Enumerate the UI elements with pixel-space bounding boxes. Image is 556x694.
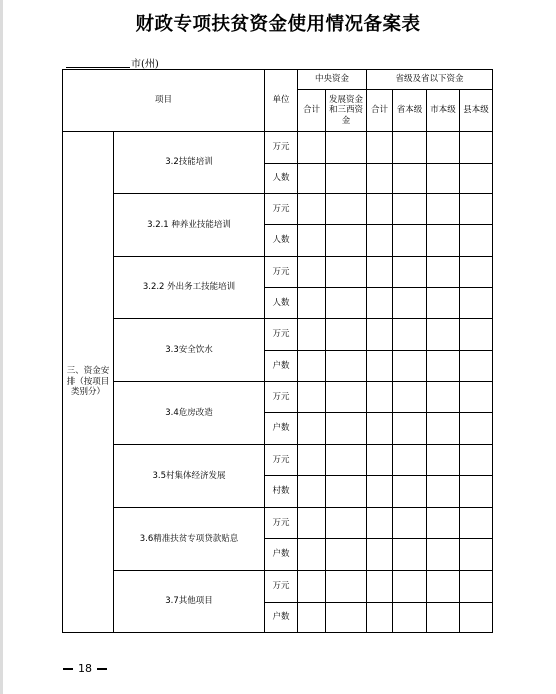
blank-cell bbox=[393, 225, 427, 257]
blank-cell bbox=[298, 571, 326, 603]
blank-cell bbox=[298, 257, 326, 288]
blank-cell bbox=[460, 164, 493, 194]
blank-cell bbox=[367, 539, 393, 571]
header-development-funds: 发展资金和三西资金 bbox=[326, 90, 367, 132]
blank-cell bbox=[460, 225, 493, 257]
header-provincial-funds: 省级及省以下资金 bbox=[367, 70, 493, 90]
blank-cell bbox=[298, 508, 326, 539]
row-unit: 村数 bbox=[265, 476, 298, 508]
blank-cell bbox=[367, 382, 393, 413]
blank-cell bbox=[393, 257, 427, 288]
blank-cell bbox=[460, 132, 493, 164]
row-unit: 万元 bbox=[265, 445, 298, 476]
blank-cell bbox=[460, 319, 493, 351]
blank-cell bbox=[460, 413, 493, 445]
header-city-level: 市本级 bbox=[427, 90, 460, 132]
city-fill-in-line bbox=[66, 58, 130, 68]
header-provincial-subtotal: 合计 bbox=[367, 90, 393, 132]
blank-cell bbox=[460, 571, 493, 603]
row-unit: 户数 bbox=[265, 539, 298, 571]
row-unit: 人数 bbox=[265, 288, 298, 319]
blank-cell bbox=[367, 257, 393, 288]
blank-cell bbox=[367, 225, 393, 257]
blank-cell bbox=[393, 413, 427, 445]
page-number-dash-left bbox=[63, 668, 73, 670]
blank-cell bbox=[427, 225, 460, 257]
blank-cell bbox=[326, 132, 367, 164]
blank-cell bbox=[298, 476, 326, 508]
blank-cell bbox=[298, 351, 326, 382]
blank-cell bbox=[326, 508, 367, 539]
blank-cell bbox=[460, 288, 493, 319]
blank-cell bbox=[298, 319, 326, 351]
blank-cell bbox=[393, 132, 427, 164]
blank-cell bbox=[393, 445, 427, 476]
blank-cell bbox=[460, 508, 493, 539]
header-central-subtotal: 合计 bbox=[298, 90, 326, 132]
page-edge-shadow bbox=[0, 0, 3, 694]
row-unit: 人数 bbox=[265, 164, 298, 194]
header-item: 项目 bbox=[63, 70, 265, 132]
row-item-name: 3.2技能培训 bbox=[114, 132, 265, 194]
city-suffix-label: 市(州) bbox=[131, 59, 159, 70]
table-row bbox=[63, 194, 493, 225]
blank-cell bbox=[326, 351, 367, 382]
blank-cell bbox=[326, 257, 367, 288]
table-row bbox=[63, 445, 493, 476]
blank-cell bbox=[427, 164, 460, 194]
row-unit: 万元 bbox=[265, 257, 298, 288]
blank-cell bbox=[326, 288, 367, 319]
blank-cell bbox=[393, 539, 427, 571]
blank-cell bbox=[393, 508, 427, 539]
row-item-name: 3.6精准扶贫专项贷款贴息 bbox=[114, 508, 265, 571]
blank-cell bbox=[460, 445, 493, 476]
blank-cell bbox=[326, 413, 367, 445]
blank-cell bbox=[367, 413, 393, 445]
blank-cell bbox=[427, 132, 460, 164]
blank-cell bbox=[427, 351, 460, 382]
row-item-name: 3.2.2 外出务工技能培训 bbox=[114, 257, 265, 319]
blank-cell bbox=[367, 132, 393, 164]
blank-cell bbox=[427, 288, 460, 319]
blank-cell bbox=[298, 225, 326, 257]
page-number bbox=[58, 662, 112, 675]
blank-cell bbox=[393, 164, 427, 194]
blank-cell bbox=[326, 319, 367, 351]
blank-cell bbox=[298, 539, 326, 571]
row-unit: 人数 bbox=[265, 225, 298, 257]
table-row bbox=[63, 132, 493, 164]
blank-cell bbox=[460, 603, 493, 633]
header-central-funds: 中央资金 bbox=[298, 70, 367, 90]
blank-cell bbox=[326, 571, 367, 603]
table-row bbox=[63, 571, 493, 603]
blank-cell bbox=[326, 194, 367, 225]
blank-cell bbox=[427, 603, 460, 633]
page-title: 财政专项扶贫资金使用情况备案表 bbox=[135, 14, 421, 35]
blank-cell bbox=[298, 288, 326, 319]
row-unit: 万元 bbox=[265, 319, 298, 351]
blank-cell bbox=[367, 571, 393, 603]
page-number-text: 18 bbox=[78, 662, 92, 675]
blank-cell bbox=[367, 288, 393, 319]
blank-cell bbox=[326, 539, 367, 571]
row-unit: 万元 bbox=[265, 382, 298, 413]
blank-cell bbox=[326, 382, 367, 413]
blank-cell bbox=[427, 319, 460, 351]
header-unit: 单位 bbox=[265, 70, 298, 132]
blank-cell bbox=[427, 194, 460, 225]
table-row bbox=[63, 382, 493, 413]
row-unit: 万元 bbox=[265, 132, 298, 164]
blank-cell bbox=[367, 476, 393, 508]
blank-cell bbox=[427, 257, 460, 288]
blank-cell bbox=[427, 539, 460, 571]
blank-cell bbox=[326, 476, 367, 508]
row-item-name: 3.7其他项目 bbox=[114, 571, 265, 633]
blank-cell bbox=[326, 603, 367, 633]
blank-cell bbox=[298, 382, 326, 413]
row-unit: 户数 bbox=[265, 413, 298, 445]
blank-cell bbox=[393, 319, 427, 351]
blank-cell bbox=[298, 445, 326, 476]
page-number-dash-right bbox=[97, 668, 107, 670]
blank-cell bbox=[298, 132, 326, 164]
blank-cell bbox=[460, 257, 493, 288]
row-item-name: 3.4危房改造 bbox=[114, 382, 265, 445]
blank-cell bbox=[427, 476, 460, 508]
table-row bbox=[63, 508, 493, 539]
blank-cell bbox=[367, 319, 393, 351]
blank-cell bbox=[393, 382, 427, 413]
blank-cell bbox=[367, 351, 393, 382]
blank-cell bbox=[367, 603, 393, 633]
blank-cell bbox=[393, 603, 427, 633]
blank-cell bbox=[427, 382, 460, 413]
row-unit: 万元 bbox=[265, 508, 298, 539]
blank-cell bbox=[326, 164, 367, 194]
row-unit: 万元 bbox=[265, 571, 298, 603]
blank-cell bbox=[298, 603, 326, 633]
blank-cell bbox=[393, 476, 427, 508]
row-unit: 户数 bbox=[265, 351, 298, 382]
blank-cell bbox=[367, 194, 393, 225]
blank-cell bbox=[393, 194, 427, 225]
blank-cell bbox=[298, 164, 326, 194]
blank-cell bbox=[460, 351, 493, 382]
header-county-level: 县本级 bbox=[460, 90, 493, 132]
blank-cell bbox=[427, 413, 460, 445]
blank-cell bbox=[367, 164, 393, 194]
blank-cell bbox=[326, 225, 367, 257]
blank-cell bbox=[460, 194, 493, 225]
blank-cell bbox=[427, 508, 460, 539]
category-label: 三、资金安排（按项目类别分） bbox=[63, 132, 114, 633]
table-row bbox=[63, 319, 493, 351]
blank-cell bbox=[326, 445, 367, 476]
row-item-name: 3.3安全饮水 bbox=[114, 319, 265, 382]
table-row bbox=[63, 257, 493, 288]
blank-cell bbox=[367, 445, 393, 476]
blank-cell bbox=[460, 382, 493, 413]
blank-cell bbox=[427, 571, 460, 603]
header-province-level: 省本级 bbox=[393, 90, 427, 132]
blank-cell bbox=[427, 445, 460, 476]
row-item-name: 3.5村集体经济发展 bbox=[114, 445, 265, 508]
blank-cell bbox=[298, 413, 326, 445]
blank-cell bbox=[460, 539, 493, 571]
record-table bbox=[62, 69, 493, 633]
header-row-1 bbox=[63, 70, 493, 90]
blank-cell bbox=[393, 571, 427, 603]
blank-cell bbox=[393, 351, 427, 382]
blank-cell bbox=[460, 476, 493, 508]
row-unit: 万元 bbox=[265, 194, 298, 225]
blank-cell bbox=[393, 288, 427, 319]
row-unit: 户数 bbox=[265, 603, 298, 633]
blank-cell bbox=[367, 508, 393, 539]
row-item-name: 3.2.1 种养业技能培训 bbox=[114, 194, 265, 257]
blank-cell bbox=[298, 194, 326, 225]
